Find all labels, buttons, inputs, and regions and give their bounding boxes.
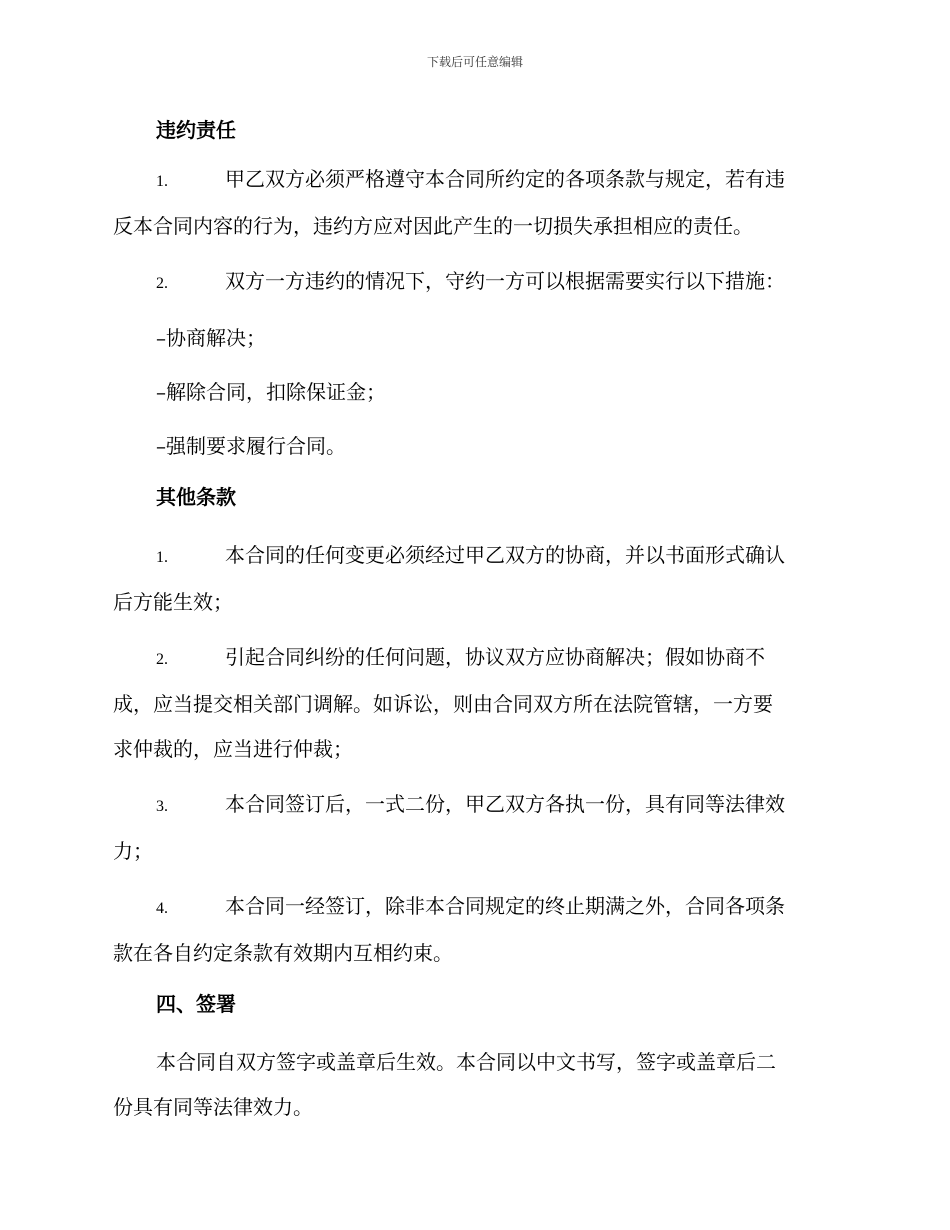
section-title-breach: 违约责任 — [156, 118, 236, 142]
clause-number: 1. — [156, 549, 168, 566]
clause-number: 1. — [156, 173, 168, 190]
measure-item: –强制要求履行合同。 — [156, 434, 346, 458]
clause-number: 2. — [156, 651, 168, 668]
clause-number: 2. — [156, 275, 168, 292]
clause-text-continued: 求仲裁的，应当进行仲裁； — [113, 737, 353, 761]
clause-text: 引起合同纠纷的任何问题，协议双方应协商解决；假如协商不 — [225, 645, 765, 669]
document-body — [113, 112, 835, 1130]
signing-text-continued: 份具有同等法律效力。 — [113, 1095, 313, 1119]
measure-item: –协商解决； — [156, 326, 266, 350]
clause-text-continued: 成，应当提交相关部门调解。如诉讼，则由合同双方所在法院管辖，一方要 — [113, 692, 773, 716]
signing-paragraph — [113, 1040, 835, 1130]
clause-text: 本合同一经签订，除非本合同规定的终止期满之外，合同各项条 — [225, 894, 785, 918]
other-clause-3 — [113, 782, 835, 874]
breach-clause-2 — [113, 259, 835, 306]
clause-text-continued: 后方能生效； — [113, 590, 233, 614]
clause-text-continued: 反本合同内容的行为，违约方应对因此产生的一切损失承担相应的责任。 — [113, 214, 753, 238]
clause-text-continued: 力； — [113, 839, 153, 863]
clause-text: 本合同签订后，一式二份，甲乙双方各执一份，具有同等法律效 — [225, 792, 785, 816]
section-title-other: 其他条款 — [156, 485, 236, 509]
clause-text: 甲乙双方必须严格遵守本合同所约定的各项条款与规定，若有违 — [225, 167, 785, 191]
clause-number: 3. — [156, 798, 168, 815]
breach-clause-1 — [113, 157, 835, 249]
measure-item: –解除合同，扣除保证金； — [156, 380, 386, 404]
clause-number: 4. — [156, 900, 168, 917]
signing-text: 本合同自双方签字或盖章后生效。本合同以中文书写，签字或盖章后二 — [156, 1050, 776, 1074]
page-header: 下载后可任意编辑 — [426, 55, 523, 69]
clause-text-continued: 款在各自约定条款有效期内互相约束。 — [113, 941, 453, 965]
other-clause-2 — [113, 635, 835, 772]
section-title-signing: 四、签署 — [156, 992, 236, 1016]
clause-text: 双方一方违约的情况下，守约一方可以根据需要实行以下措施： — [225, 269, 785, 293]
other-clause-4 — [113, 884, 835, 976]
clause-text: 本合同的任何变更必须经过甲乙双方的协商，并以书面形式确认 — [225, 543, 785, 567]
other-clause-1 — [113, 533, 835, 625]
